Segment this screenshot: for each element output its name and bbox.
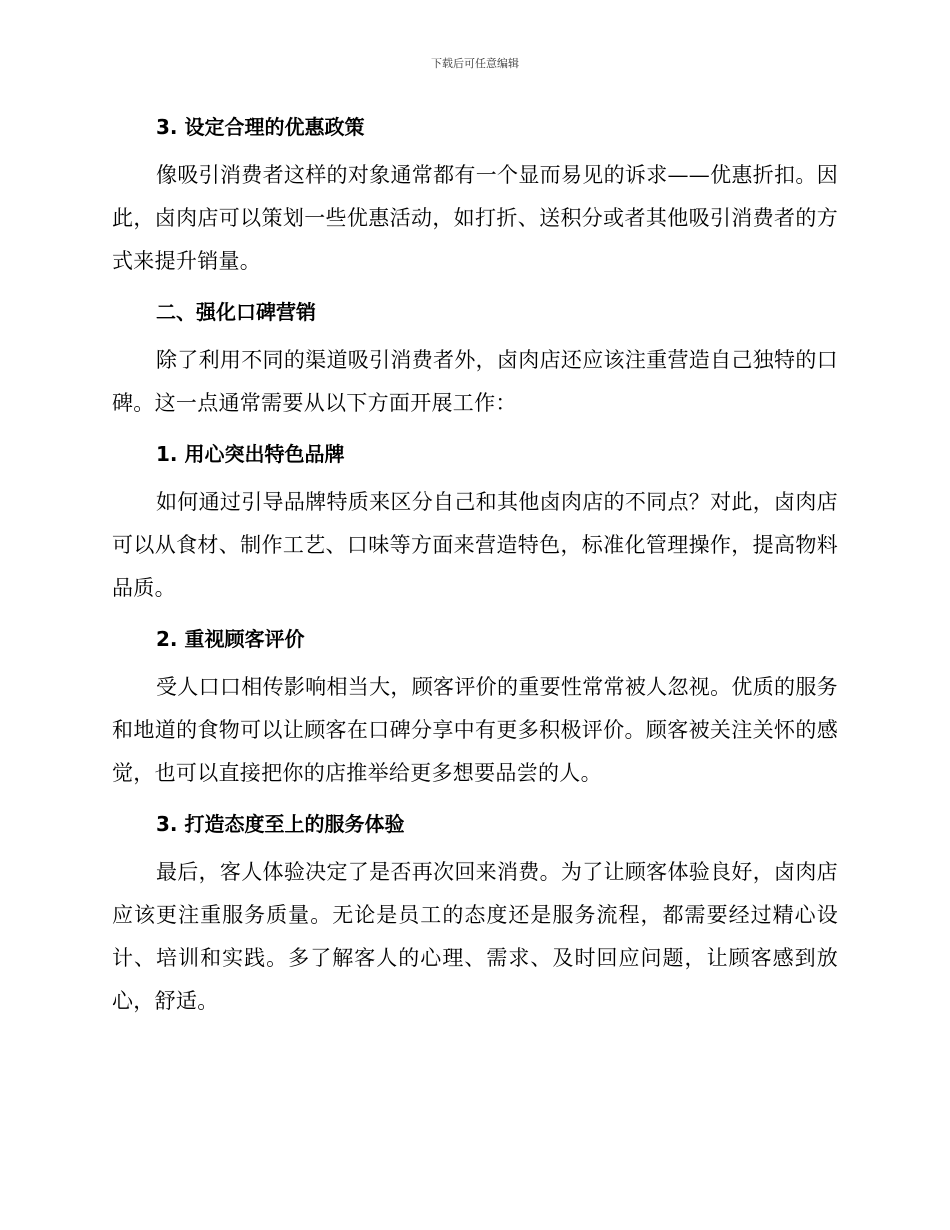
- paragraph-brand-feature: 如何通过引导品牌特质来区分自己和其他卤肉店的不同点？对此，卤肉店可以从食材、制作工艺、口味等方面来营造特色，标准化管理操作，提高物料品质。: [112, 490, 838, 600]
- section-heading-brand-feature: 1. 用心突出特色品牌: [156, 442, 345, 466]
- section-heading-discount-policy: 3. 设定合理的优惠政策: [156, 115, 365, 139]
- document-body: [112, 112, 838, 1023]
- section-heading-word-of-mouth: 二、强化口碑营销: [156, 300, 316, 324]
- paragraph-customer-review: 受人口口相传影响相当大，顾客评价的重要性常常被人忽视。优质的服务和地道的食物可以让顾客在口碑分享中有更多积极评价。顾客被关注关怀的感觉，也可以直接把你的店推举给更多想要品尝的人。: [112, 675, 838, 785]
- page-header: 下载后可任意编辑: [431, 57, 519, 70]
- section-heading-service-experience: 3. 打造态度至上的服务体验: [156, 812, 405, 836]
- section-heading-customer-review: 2. 重视顾客评价: [156, 627, 305, 651]
- paragraph-word-of-mouth: 除了利用不同的渠道吸引消费者外，卤肉店还应该注重营造自己独特的口碑。这一点通常需要从以下方面开展工作：: [112, 348, 838, 415]
- paragraph-discount-policy: 像吸引消费者这样的对象通常都有一个显而易见的诉求——优惠折扣。因此，卤肉店可以策划一些优惠活动，如打折、送积分或者其他吸引消费者的方式来提升销量。: [112, 163, 838, 273]
- paragraph-service-experience: 最后，客人体验决定了是否再次回来消费。为了让顾客体验良好，卤肉店应该更注重服务质量。无论是员工的态度还是服务流程，都需要经过精心设计、培训和实践。多了解客人的心理、需求、及时回应问题，让顾客感到放心，舒适。: [112, 860, 838, 1013]
